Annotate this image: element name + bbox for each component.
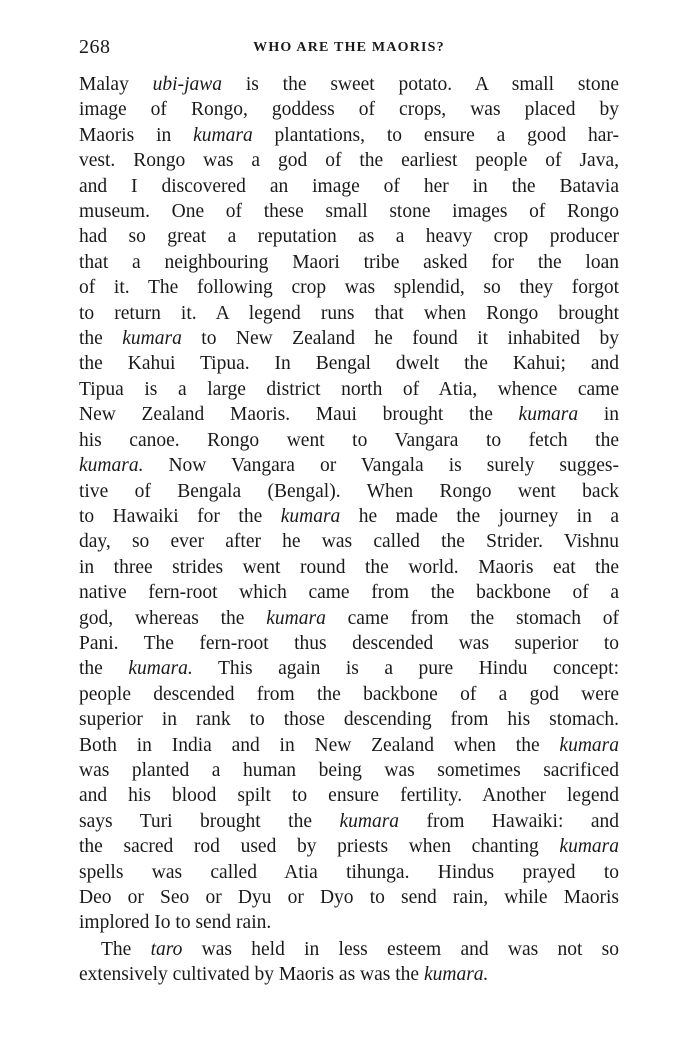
text-run: Pani. The fern-root thus descended was superior to: [79, 632, 619, 654]
text-run: people descended from the backbone of a god were: [79, 683, 619, 705]
text-line: [79, 97, 619, 122]
text-run: Maoris in: [79, 124, 194, 146]
text-run: vest. Rongo was a god of the earliest people of Java,: [79, 150, 619, 172]
text-run: the: [79, 328, 123, 350]
text-run: to New Zealand he found it inhabited by: [181, 328, 619, 350]
text-run: the Kahui Tipua. In Bengal dwelt the Kahui; and: [79, 353, 619, 375]
text-run: and his blood spilt to ensure fertility. Another legend: [79, 785, 619, 807]
text-line: [79, 504, 619, 529]
text-run: Tipua is a large district north of Atia, whence came: [79, 378, 619, 400]
text-line: [79, 707, 619, 732]
text-line: [79, 174, 619, 199]
text-line: [79, 733, 619, 758]
text-line: [79, 860, 619, 885]
text-run: museum. One of these small stone images of Rongo: [79, 201, 619, 223]
page-number: 268: [79, 36, 111, 58]
text-run: superior in rank to those descending from his stomach.: [79, 709, 619, 731]
text-line: [79, 529, 619, 554]
text-line: [79, 428, 619, 453]
text-run: to return it. A legend runs that when Rongo brought: [79, 302, 619, 324]
text-run: the: [79, 658, 129, 680]
text-line: [79, 834, 619, 859]
text-run: spells was called Atia tihunga. Hindus prayed to: [79, 861, 619, 883]
text-line: [79, 631, 619, 656]
text-line: [79, 402, 619, 427]
text-run: image of Rongo, goddess of crops, was placed by: [79, 99, 619, 121]
text-run: says Turi brought the: [79, 810, 340, 832]
text-run: in: [578, 404, 619, 426]
text-run: tive of Bengala (Bengal). When Rongo went back: [79, 480, 619, 502]
text-run: was held in less esteem and was not so: [182, 938, 619, 960]
text-line: [79, 656, 619, 681]
italic-term: taro: [150, 938, 183, 960]
text-run: native fern-root which came from the backbone of a: [79, 582, 619, 604]
italic-term: ubi-jawa: [152, 74, 222, 95]
text-run: in three strides went round the world. Maoris eat the: [79, 556, 619, 578]
paragraph-2: [79, 937, 619, 988]
italic-term: kumara: [559, 836, 619, 858]
text-run: came from the stomach of: [325, 607, 619, 629]
text-line: [79, 275, 619, 300]
text-run: Both in India and in New Zealand when the: [79, 734, 560, 756]
text-run: had so great a reputation as a heavy crop producer: [79, 226, 619, 248]
text-line: [79, 326, 619, 351]
page-body: [79, 72, 619, 988]
text-run: New Zealand Maoris. Maui brought the: [79, 404, 519, 426]
italic-term: kumara.: [128, 658, 193, 680]
text-line: [79, 250, 619, 275]
text-run: he made the journey in a: [340, 505, 619, 527]
text-line: [79, 377, 619, 402]
text-line: [79, 910, 619, 935]
italic-term: kumara: [193, 124, 253, 146]
text-line: [79, 351, 619, 376]
text-line: [79, 301, 619, 326]
text-run: was planted a human being was sometimes sacrificed: [79, 759, 619, 781]
text-run: the sacred rod used by priests when chanting: [79, 836, 560, 858]
text-line: [79, 224, 619, 249]
text-line: [79, 199, 619, 224]
text-line: [79, 479, 619, 504]
text-run: day, so ever after he was called the Strider. Vishnu: [79, 531, 619, 553]
text-run: god, whereas the: [79, 607, 267, 629]
italic-term: kumara.: [423, 964, 489, 986]
text-run: Now Vangara or Vangala is surely sugges-: [143, 455, 619, 477]
text-run: Malay: [79, 74, 153, 95]
italic-term: kumara: [518, 404, 579, 426]
text-run: plantations, to ensure a good har-: [252, 124, 619, 146]
italic-term: kumara: [339, 810, 400, 832]
text-line: [79, 123, 619, 148]
text-line: [79, 809, 619, 834]
text-run: his canoe. Rongo went to Vangara to fetch the: [79, 429, 619, 451]
text-run: This again is a pure Hindu concept:: [192, 658, 620, 680]
text-line: [79, 148, 619, 173]
text-run: Deo or Seo or Dyu or Dyo to send rain, while Maoris: [79, 887, 619, 908]
text-line: [79, 682, 619, 707]
text-line: [79, 885, 619, 910]
text-run: of it. The following crop was splendid, so they forgot: [79, 277, 619, 299]
italic-term: kumara: [280, 505, 341, 527]
text-run: that a neighbouring Maori tribe asked for the loan: [79, 251, 619, 273]
text-line: [79, 580, 619, 605]
text-line: [79, 962, 619, 987]
text-line: [79, 72, 619, 97]
italic-term: kumara: [266, 607, 326, 629]
italic-term: kumara.: [79, 455, 144, 477]
text-line: [79, 453, 619, 478]
text-line: [79, 937, 619, 962]
text-run: from Hawaiki: and: [399, 810, 619, 832]
text-run: implored Io to send rain.: [79, 912, 272, 934]
running-head: [79, 36, 619, 62]
text-line: [79, 606, 619, 631]
italic-term: kumara: [122, 328, 182, 350]
text-run: extensively cultivated by Maoris as was the: [79, 964, 424, 986]
text-run: is the sweet potato. A small stone: [222, 74, 619, 95]
text-run: to Hawaiki for the: [79, 505, 281, 527]
running-title: WHO ARE THE MAORIS?: [253, 40, 445, 55]
text-line: [79, 555, 619, 580]
text-run: and I discovered an image of her in the Batavia: [79, 175, 619, 197]
paragraph-1: [79, 72, 619, 936]
text-run: The: [101, 938, 151, 960]
text-line: [79, 758, 619, 783]
text-line: [79, 783, 619, 808]
italic-term: kumara: [559, 734, 619, 756]
book-page: [79, 36, 619, 988]
